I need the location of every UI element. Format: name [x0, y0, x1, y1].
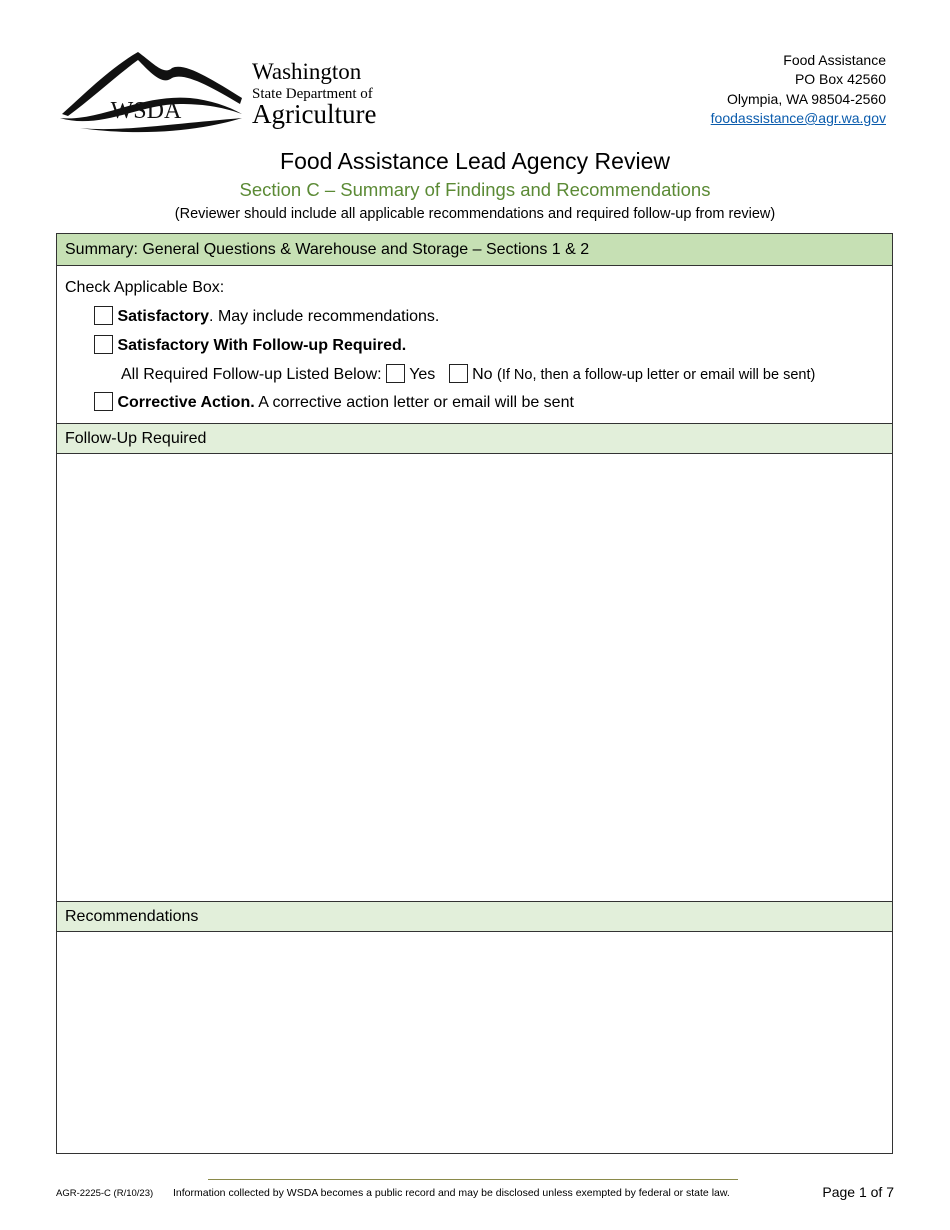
- form-code: AGR-2225-C (R/10/23): [56, 1188, 154, 1199]
- no-note: (If No, then a follow-up letter or email will be sent): [497, 367, 816, 383]
- logo-state-dept-text: State Department of: [252, 86, 373, 102]
- satisfactory-checkbox[interactable]: [94, 306, 113, 325]
- recommendations-heading: Recommendations: [57, 901, 892, 932]
- no-checkbox[interactable]: [449, 364, 468, 383]
- check-applicable-label: Check Applicable Box:: [65, 279, 225, 296]
- recommendations-text-area[interactable]: [57, 932, 892, 1153]
- summary-form: [56, 233, 893, 1154]
- address-line1: Food Assistance: [783, 52, 886, 68]
- corrective-option: [94, 392, 574, 413]
- followup-required-label: Satisfactory With Follow-up Required.: [117, 337, 407, 354]
- yes-label: Yes: [409, 366, 436, 383]
- logo-agriculture-text: Agriculture: [252, 99, 377, 129]
- no-label: No: [472, 366, 493, 383]
- page-title: Food Assistance Lead Agency Review: [280, 148, 670, 174]
- summary-heading: Summary: General Questions & Warehouse and Storage – Sections 1 & 2: [57, 234, 892, 266]
- footer-divider: [208, 1179, 738, 1180]
- address-line3: Olympia, WA 98504-2560: [726, 90, 886, 107]
- logo-washington-text: Washington: [252, 59, 362, 84]
- corrective-action-checkbox[interactable]: [94, 392, 113, 411]
- satisfactory-option: [94, 306, 439, 327]
- yes-checkbox[interactable]: [386, 364, 405, 383]
- followup-text-area[interactable]: [57, 454, 892, 901]
- all-required-label: All Required Follow-up Listed Below:: [121, 366, 382, 383]
- svg-text:WSDA: WSDA: [110, 98, 182, 124]
- followup-option: [94, 335, 406, 356]
- public-record-notice: Information collected by WSDA becomes a public record and may be disclosed unless exempted by federal or state law.: [173, 1187, 730, 1199]
- corrective-action-label: Corrective Action.: [117, 394, 255, 411]
- wsda-logo: [60, 48, 380, 134]
- section-subtitle: Section C – Summary of Findings and Recommendations: [239, 179, 711, 200]
- page-number: Page 1 of 7: [822, 1184, 894, 1200]
- satisfactory-description: . May include recommendations.: [209, 308, 440, 325]
- wsda-mountain-icon: [60, 48, 250, 134]
- all-required-row: [121, 364, 815, 385]
- reviewer-note: (Reviewer should include all applicable recommendations and required follow-up from review): [174, 206, 776, 222]
- satisfactory-label: Satisfactory: [117, 308, 210, 325]
- email-link[interactable]: foodassistance@agr.wa.gov: [710, 109, 886, 126]
- address-block: [711, 51, 886, 128]
- corrective-action-description: A corrective action letter or email will be sent: [254, 394, 574, 411]
- followup-heading: Follow-Up Required: [57, 423, 892, 454]
- address-line2: PO Box 42560: [794, 71, 886, 88]
- followup-required-checkbox[interactable]: [94, 335, 113, 354]
